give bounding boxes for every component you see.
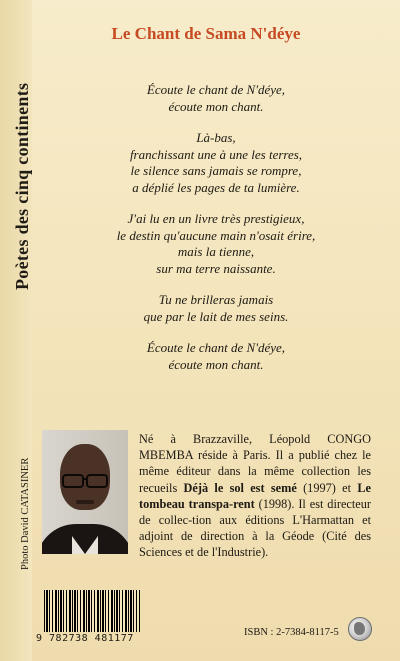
- photo-credit: Photo David CATASINER: [20, 457, 31, 570]
- poem-line: sur ma terre naissante.: [156, 260, 276, 276]
- author-bio: [139, 431, 371, 561]
- stanza-2: [40, 130, 392, 196]
- poem-line: Tu ne brilleras jamais: [158, 292, 274, 307]
- book-title: Le Chant de Sama N'déye: [111, 24, 301, 43]
- poem-line: que par le lait de mes seins.: [143, 308, 289, 324]
- poem-line: Là-bas,: [196, 130, 236, 145]
- globe-icon: [348, 617, 372, 641]
- poem-excerpt: [40, 82, 392, 388]
- poem-line: le silence sans jamais se rompre,: [130, 163, 302, 178]
- poem-line: J'ai lu en un livre très prestigieux,: [127, 211, 305, 226]
- glasses-bridge: [82, 478, 88, 480]
- bio-text: (1997) et: [296, 480, 358, 495]
- poem-line: franchissant une à une les terres,: [129, 146, 303, 162]
- bio-book-title: Déjà le sol est semé: [183, 480, 297, 495]
- poem-line: a déplié les pages de ta lumière.: [132, 179, 300, 195]
- poem-line: Écoute le chant de N'déye,: [146, 340, 286, 355]
- bio-text: (1998). Il est directeur de collec-tion aux éditions L'Harmattan et adjoint de direction à la Géode (Cité des Sciences et de l'Industrie).: [139, 496, 371, 560]
- photo-mouth: [76, 500, 94, 504]
- stanza-5: [40, 340, 392, 373]
- barcode-number: 9 782738 481177: [36, 633, 134, 644]
- isbn: ISBN : 2-7384-8117-5: [244, 627, 339, 638]
- bio-book-title: Le tombeau transpa-rent: [139, 480, 371, 511]
- poem-line: le destin qu'aucune main n'osait érire,: [116, 227, 316, 243]
- stanza-1: [40, 82, 392, 115]
- barcode-bars: [44, 590, 140, 632]
- bio-text: Né à Brazzaville, Léopold CONGO MBEMBA réside à Paris. Il a publié chez le même éditeur dans la même collection les recueils: [139, 432, 371, 495]
- glasses-right-lens: [86, 474, 108, 488]
- stanza-4: [40, 292, 392, 325]
- stanza-3: [40, 211, 392, 277]
- poem-line: écoute mon chant.: [168, 356, 264, 372]
- author-photo: [42, 430, 128, 554]
- poem-line: écoute mon chant.: [168, 98, 264, 114]
- glasses-left-lens: [62, 474, 84, 488]
- poem-line: mais la tienne,: [177, 244, 255, 259]
- poem-line: Écoute le chant de N'déye,: [146, 82, 286, 97]
- barcode: [36, 590, 146, 645]
- series-title: Poètes des cinq continents: [12, 82, 32, 290]
